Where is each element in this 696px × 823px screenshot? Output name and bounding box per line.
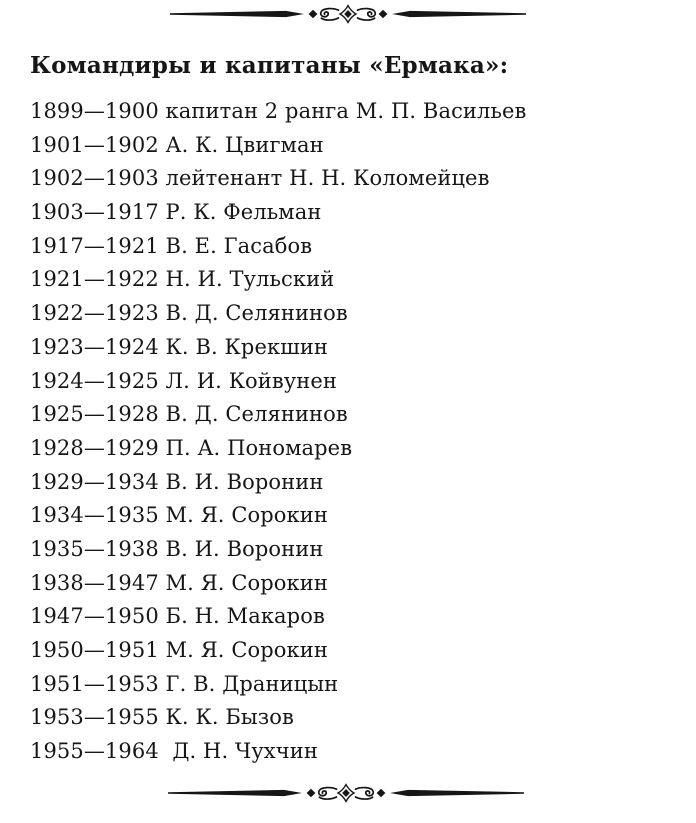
- diamond-right: [379, 10, 388, 18]
- list-item: 1924—1925 Л. И. Койвунен: [30, 368, 337, 393]
- list-item: 1917—1921 В. Е. Гасабов: [30, 233, 313, 258]
- fleuron-divider-icon: [170, 3, 526, 25]
- list-item: 1955—1964 Д. Н. Чухчин: [30, 739, 318, 764]
- scroll-left: [321, 9, 339, 21]
- rosette-center: [344, 10, 352, 18]
- list-item: 1934—1935 М. Я. Сорокин: [30, 503, 328, 528]
- list-item: 1938—1947 М. Я. Сорокин: [30, 570, 328, 595]
- list-item: 1922—1923 В. Д. Селянинов: [30, 301, 348, 326]
- list-item: 1899—1900 капитан 2 ранга М. П. Васильев: [30, 99, 527, 123]
- rule-left: [170, 11, 304, 17]
- list-item: 1950—1951 М. Я. Сорокин: [30, 638, 328, 662]
- scroll-right: [358, 9, 376, 21]
- list-item: 1928—1929 П. А. Пономарев: [30, 435, 353, 460]
- list-item: 1953—1955 К. К. Бызов: [30, 705, 294, 730]
- list-item: 1903—1917 Р. К. Фельман: [30, 200, 322, 225]
- list-item: 1947—1950 Б. Н. Макаров: [30, 604, 325, 629]
- list-item: 1923—1924 К. В. Крекшин: [30, 334, 329, 359]
- rule-right: [392, 11, 526, 17]
- list-item: 1921—1922 Н. И. Тульский: [30, 267, 335, 292]
- list-item: 1925—1928 В. Д. Селянинов: [30, 402, 348, 427]
- list-item: 1935—1938 В. И. Воронин: [30, 536, 324, 561]
- fleuron-divider-icon: [168, 782, 524, 804]
- diamond-left: [309, 10, 318, 18]
- list-item: 1929—1934 В. И. Воронин: [30, 469, 324, 494]
- page-title: Командиры и капитаны «Ермака»:: [30, 52, 509, 79]
- captains-list: [30, 95, 680, 769]
- list-item: 1951—1953 Г. В. Драницын: [30, 671, 339, 696]
- list-item: 1901—1902 А. К. Цвигман: [30, 132, 324, 157]
- list-item: 1902—1903 лейтенант Н. Н. Коломейцев: [30, 166, 490, 191]
